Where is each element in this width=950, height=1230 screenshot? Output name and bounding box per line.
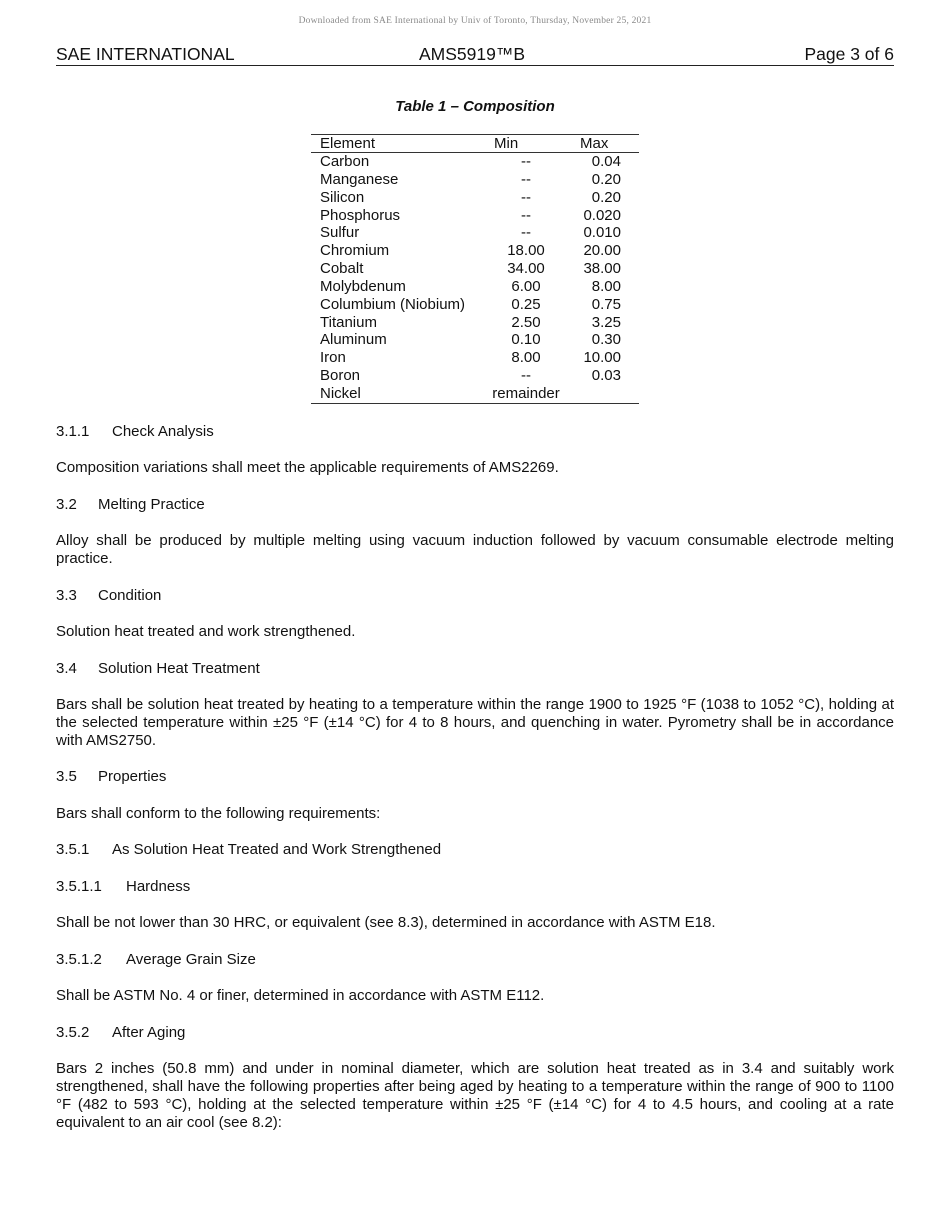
table-row — [311, 314, 639, 332]
paragraph-grain-size: Shall be ASTM No. 4 or finer, determined in accordance with ASTM E112. — [56, 987, 545, 1004]
cell-max: 8.00 — [591, 277, 621, 295]
table-row — [311, 207, 639, 225]
cell-max: 38.00 — [583, 260, 621, 278]
cell-max: 10.00 — [583, 349, 621, 367]
cell-element: Iron — [320, 349, 346, 367]
cell-min: 0.25 — [511, 295, 541, 313]
cell-element: Cobalt — [320, 260, 364, 278]
column-header-max: Max — [580, 135, 609, 152]
cell-min: -- — [521, 188, 531, 206]
cell-min: 34.00 — [507, 260, 545, 278]
cell-max: 0.010 — [583, 224, 621, 242]
download-watermark: Downloaded from SAE International by Univ of Toronto, Thursday, November 25, 2021 — [298, 16, 652, 26]
cell-element: Phosphorus — [320, 206, 401, 224]
header-page-number: Page 3 of 6 — [804, 44, 894, 64]
cell-element: Boron — [320, 367, 361, 385]
section-title: As Solution Heat Treated and Work Strengthened — [112, 841, 442, 858]
cell-min: remainder — [492, 384, 560, 402]
table-row — [311, 296, 639, 314]
paragraph-melting-practice: Alloy shall be produced by multiple melting using vacuum induction followed by vacuum consumable electrode melting practice. — [56, 532, 894, 567]
cell-max: 0.04 — [591, 153, 621, 170]
section-heading-3-5-2 — [56, 1024, 185, 1042]
paragraph-hardness: Shall be not lower than 30 HRC, or equivalent (see 8.3), determined in accordance with ASTM E18. — [56, 914, 716, 931]
table-row — [311, 385, 639, 403]
cell-element: Columbium (Niobium) — [320, 295, 466, 313]
section-number: 3.1.1 — [56, 423, 90, 440]
section-title: Properties — [98, 768, 167, 785]
cell-max: 0.30 — [591, 331, 621, 349]
cell-max: 0.20 — [591, 170, 621, 188]
section-title: After Aging — [112, 1024, 186, 1041]
section-number: 3.2 — [56, 496, 77, 513]
paragraph-condition: Solution heat treated and work strengthened. — [56, 623, 356, 640]
table-row — [311, 224, 639, 242]
table-caption: Table 1 – Composition — [395, 98, 555, 115]
table-row — [311, 171, 639, 189]
cell-min: -- — [521, 224, 531, 242]
cell-min: 18.00 — [507, 242, 545, 260]
cell-max: 0.020 — [583, 206, 621, 224]
table-row — [311, 331, 639, 349]
cell-element: Sulfur — [320, 224, 360, 242]
section-heading-3-5-1-2 — [56, 951, 256, 969]
section-heading-3-5-1 — [56, 841, 441, 859]
cell-max: 3.25 — [591, 313, 621, 331]
paragraph-after-aging: Bars 2 inches (50.8 mm) and under in nominal diameter, which are solution heat treated as in 3.4 and suitably work strengthened, shall have the following properties after being aged by heating to a temperature within the range of 900 to 1100 °F (482 to 593 °C), holding at the selected temperature within ±25 °F (±14 °C) for 4 to 4.5 hours, and cooling at a rate equivalent to an air cool (see 8.2): — [56, 1060, 894, 1131]
cell-min: -- — [521, 153, 531, 170]
section-heading-3-4 — [56, 660, 260, 678]
section-number: 3.3 — [56, 587, 77, 604]
cell-element: Titanium — [320, 313, 377, 331]
header-organization: SAE INTERNATIONAL — [56, 44, 235, 64]
page-header — [56, 44, 894, 66]
cell-element: Manganese — [320, 170, 399, 188]
section-heading-3-3 — [56, 587, 161, 605]
header-document-number: AMS5919™B — [419, 44, 526, 64]
cell-max: 0.75 — [591, 295, 621, 313]
cell-min: 0.10 — [511, 331, 541, 349]
cell-max: 0.03 — [591, 367, 621, 385]
cell-element: Aluminum — [320, 331, 387, 349]
cell-min: 6.00 — [511, 277, 541, 295]
section-heading-3-2 — [56, 496, 205, 514]
composition-table — [311, 134, 639, 404]
section-title: Check Analysis — [112, 423, 214, 440]
cell-max: 20.00 — [583, 242, 621, 260]
cell-element: Molybdenum — [320, 277, 406, 295]
table-row — [311, 242, 639, 260]
section-title: Average Grain Size — [126, 951, 256, 968]
table-row — [311, 260, 639, 278]
section-title: Condition — [98, 587, 162, 604]
section-number: 3.5.1.1 — [56, 878, 102, 895]
section-number: 3.5.2 — [56, 1024, 90, 1041]
table-row — [311, 189, 639, 207]
cell-min: -- — [521, 170, 531, 188]
cell-min: 2.50 — [511, 313, 541, 331]
section-number: 3.4 — [56, 660, 77, 677]
cell-element: Carbon — [320, 153, 370, 170]
section-title: Melting Practice — [98, 496, 205, 513]
column-header-element: Element — [320, 135, 376, 152]
table-header-row — [311, 135, 639, 153]
table-row — [311, 153, 639, 171]
section-title: Solution Heat Treatment — [98, 660, 260, 677]
cell-element: Nickel — [320, 384, 361, 402]
section-title: Hardness — [126, 878, 191, 895]
cell-element: Silicon — [320, 188, 365, 206]
table-row — [311, 278, 639, 296]
table-row — [311, 349, 639, 367]
section-heading-3-1-1 — [56, 423, 214, 441]
paragraph-properties: Bars shall conform to the following requirements: — [56, 805, 381, 822]
section-heading-3-5 — [56, 768, 166, 786]
table-body — [311, 153, 639, 403]
cell-max: 0.20 — [591, 188, 621, 206]
cell-min: -- — [521, 367, 531, 385]
section-number: 3.5.1.2 — [56, 951, 102, 968]
table-row — [311, 367, 639, 385]
paragraph-check-analysis: Composition variations shall meet the applicable requirements of AMS2269. — [56, 459, 559, 476]
paragraph-solution-heat-treatment: Bars shall be solution heat treated by heating to a temperature within the range 1900 to 1925 °F (1038 to 1052 °C), holding at the selected temperature within ±25 °F (±14 °C) for 4 to 8 hours, and quenching in water. Pyrometry shall be in accordance with AMS2750. — [56, 696, 894, 749]
section-number: 3.5.1 — [56, 841, 90, 858]
cell-min: -- — [521, 206, 531, 224]
column-header-min: Min — [494, 135, 519, 152]
section-heading-3-5-1-1 — [56, 878, 190, 896]
cell-element: Chromium — [320, 242, 390, 260]
section-number: 3.5 — [56, 768, 77, 785]
cell-min: 8.00 — [511, 349, 541, 367]
